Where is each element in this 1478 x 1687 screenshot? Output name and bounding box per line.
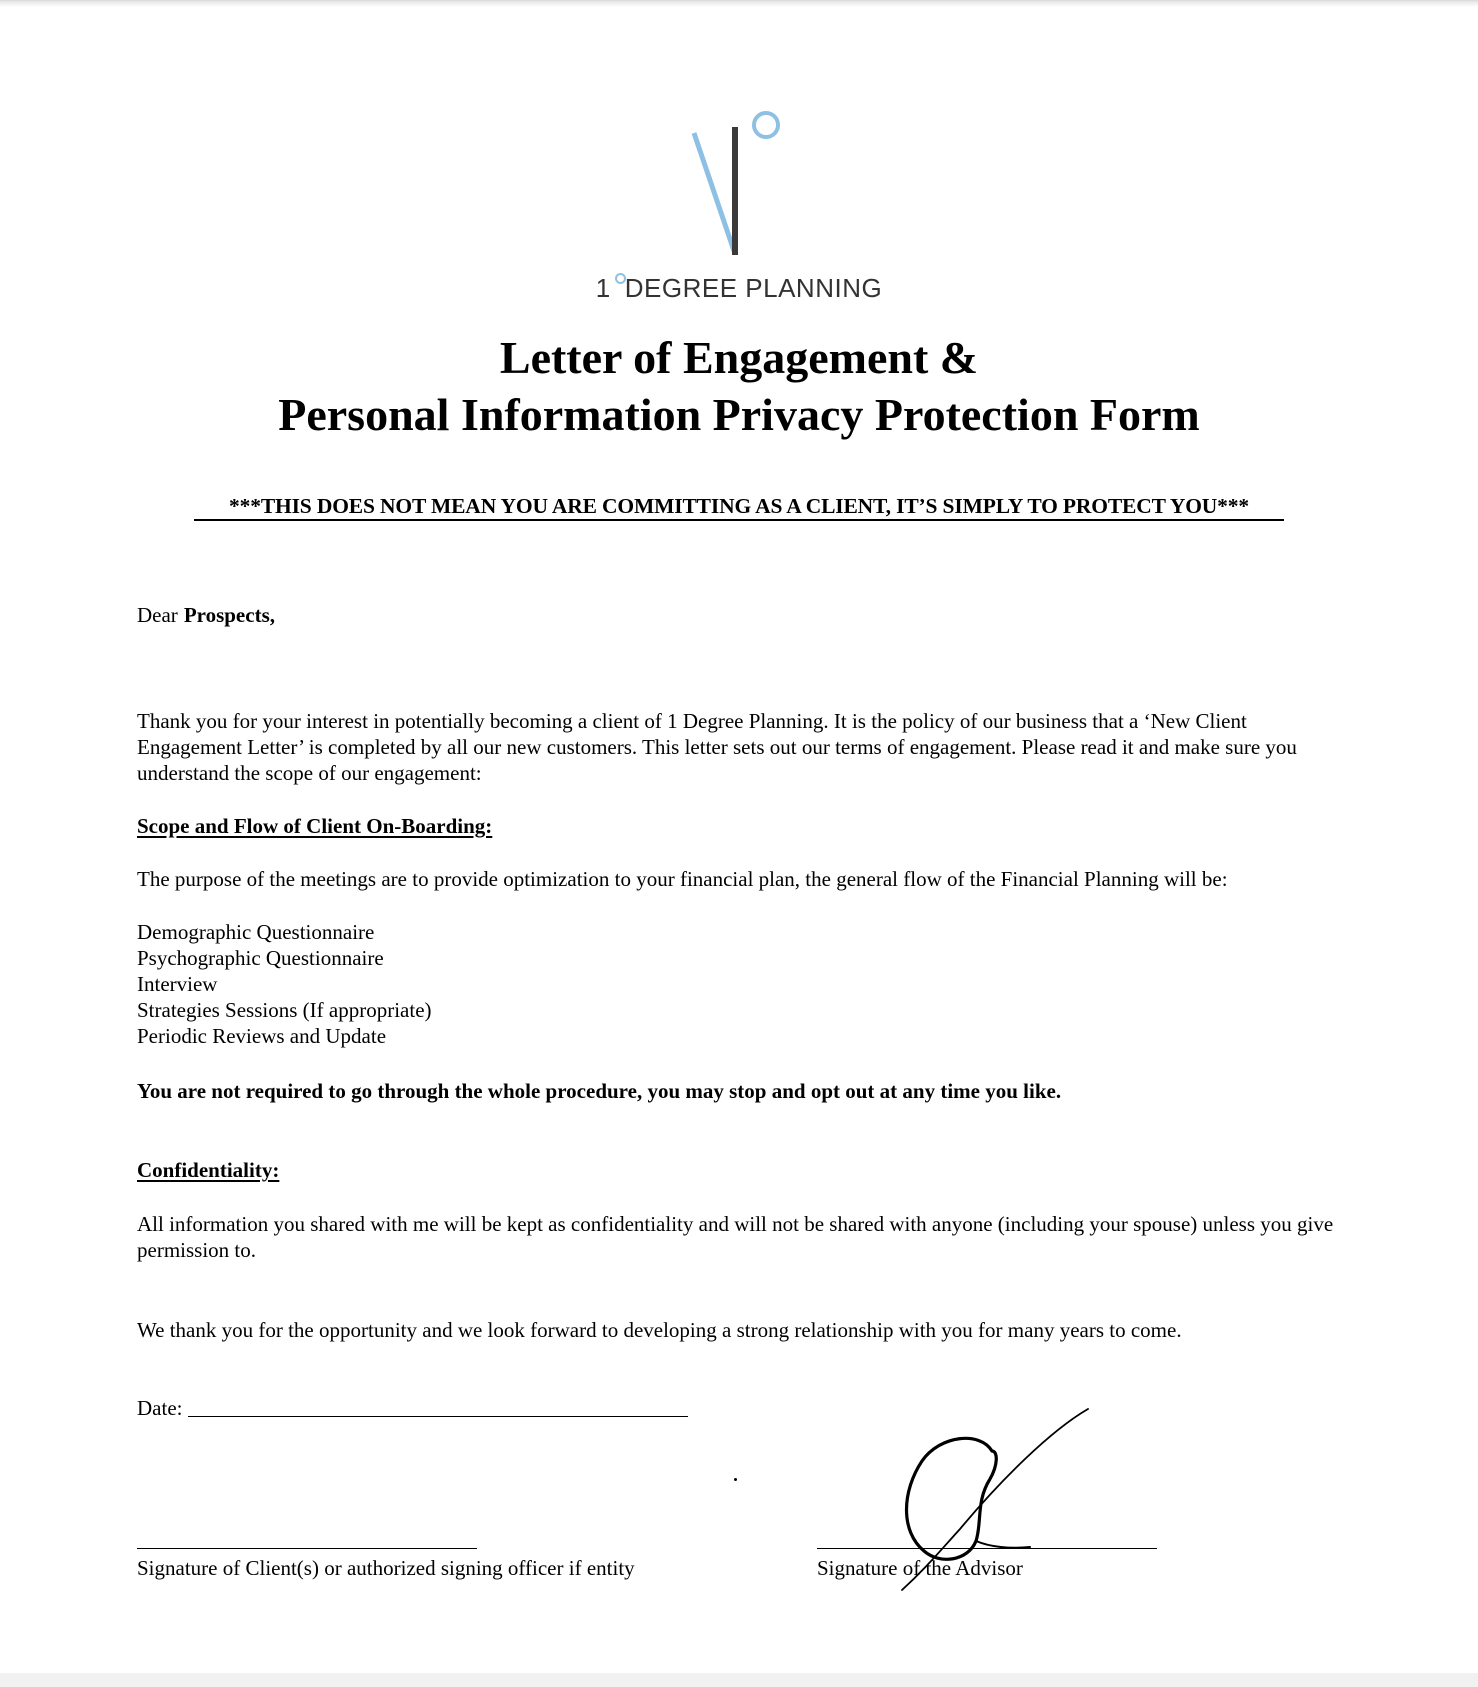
confidentiality-heading: Confidentiality: <box>137 1158 280 1182</box>
opt-out-statement: You are not required to go through the whole procedure, you may stop and opt out at any time you like. <box>137 1079 1062 1103</box>
confidentiality-text: All information you shared with me will be kept as confidentiality and will not be shared with anyone (including your spouse) unless you give permission to. <box>137 1212 1334 1262</box>
salutation <box>137 602 1357 628</box>
closing-paragraph: We thank you for the opportunity and we look forward to developing a strong relationship with you for many years to come. <box>137 1318 1182 1342</box>
page-bottom-band <box>0 1673 1478 1687</box>
brand-number: 1 <box>595 273 611 303</box>
logo-degree-circle <box>754 113 778 137</box>
date-field[interactable] <box>137 1395 688 1421</box>
list-item: Interview <box>137 972 218 996</box>
client-signature-label: Signature of Client(s) or authorized signing officer if entity <box>137 1556 635 1580</box>
page-top-shadow <box>0 1 1478 7</box>
date-input-line[interactable] <box>188 1396 688 1417</box>
intro-paragraph: Thank you for your interest in potentially becoming a client of 1 Degree Planning. It is the policy of our business that a ‘New Client Engagement Letter’ is completed by all our new customers. This letter sets out our terms of engagement. Please read it and make sure you understand the scope of our engagement: <box>137 709 1297 785</box>
page-title <box>0 329 1478 443</box>
salutation-name: Prospects, <box>183 603 275 627</box>
brand-name: DEGREE PLANNING <box>624 273 883 303</box>
list-item: Demographic Questionnaire <box>137 920 375 944</box>
scope-heading: Scope and Flow of Client On-Boarding: <box>137 814 493 838</box>
advisor-signature-label: Signature of the Advisor <box>817 1556 1023 1580</box>
date-label: Date: <box>137 1396 183 1420</box>
notice-banner: ***THIS DOES NOT MEAN YOU ARE COMMITTING AS A CLIENT, IT’S SIMPLY TO PROTECT YOU*** <box>194 493 1284 521</box>
advisor-signature-icon <box>880 1401 1100 1601</box>
logo-mark-icon <box>680 101 790 261</box>
title-line-2: Personal Information Privacy Protection Form <box>278 389 1200 440</box>
stray-dot <box>734 1478 737 1481</box>
brand-wordmark <box>0 273 1478 304</box>
list-item: Psychographic Questionnaire <box>137 946 384 970</box>
list-item: Strategies Sessions (If appropriate) <box>137 998 432 1022</box>
salutation-greeting: Dear <box>137 603 178 627</box>
logo-slash-stroke <box>694 133 734 251</box>
client-signature-line[interactable] <box>137 1548 477 1549</box>
scope-steps-list <box>137 919 1357 1049</box>
list-item: Periodic Reviews and Update <box>137 1024 387 1048</box>
scope-purpose: The purpose of the meetings are to provide optimization to your financial plan, the general flow of the Financial Planning will be: <box>137 867 1228 891</box>
title-line-1: Letter of Engagement & <box>499 332 979 383</box>
